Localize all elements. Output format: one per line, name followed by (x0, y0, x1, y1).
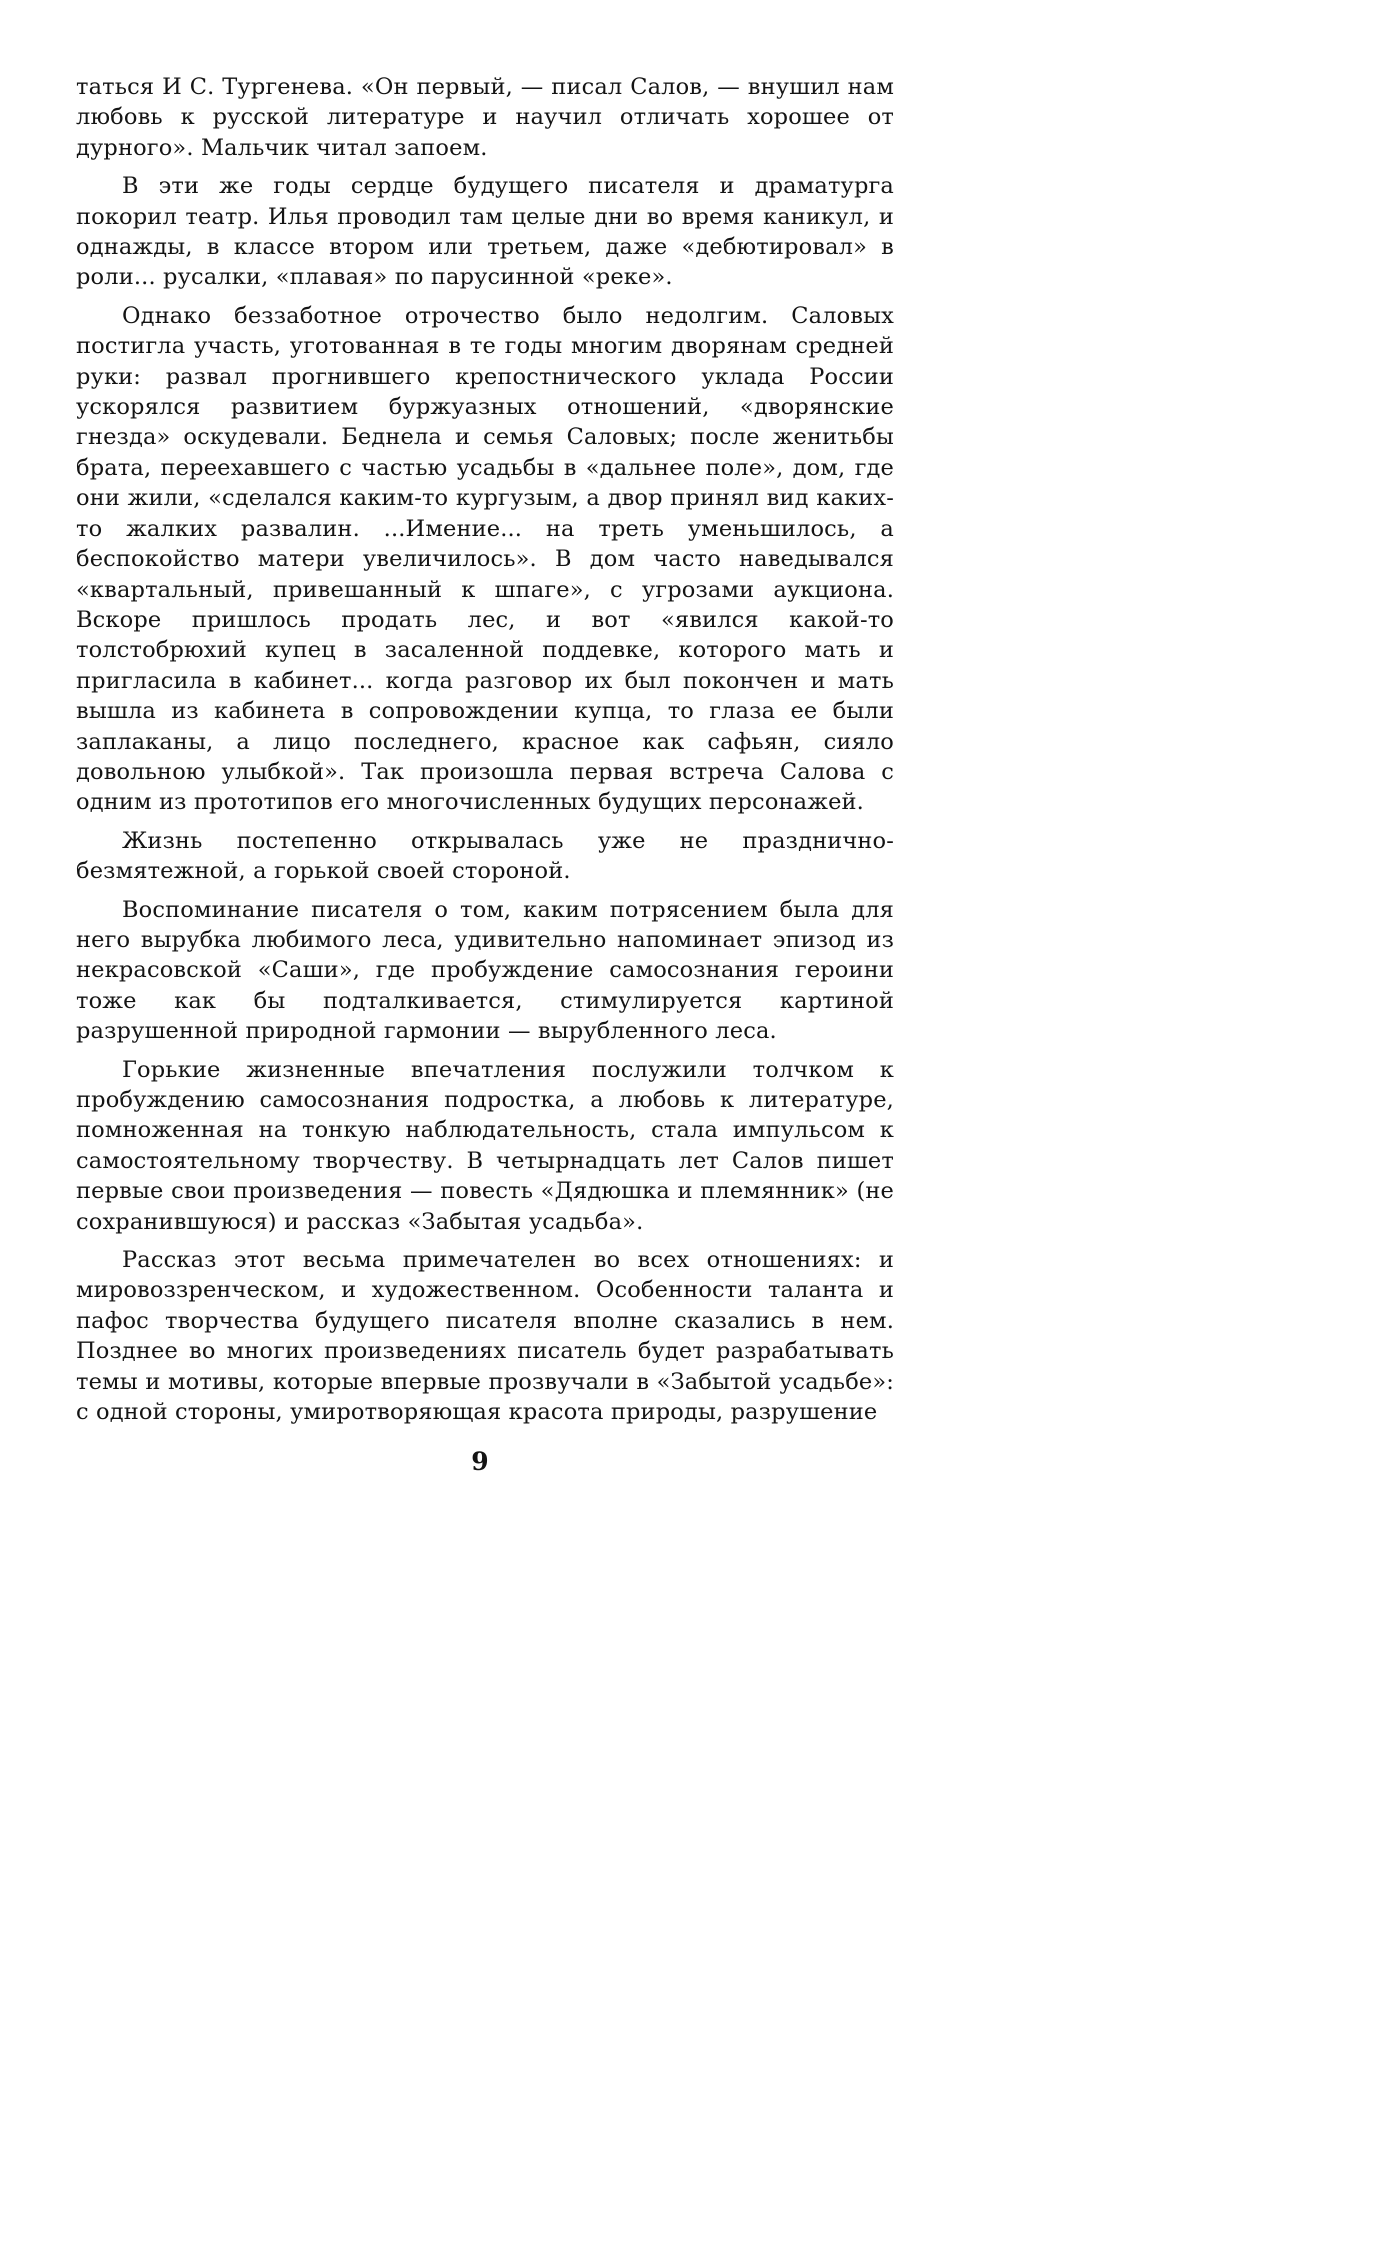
paragraph: Воспоминание писателя о том, каким потрясением была для него вырубка любимого леса, удивительно напоминает эпизод из некрасовской «Саши», где пробуждение самосознания героини тоже как бы подталкивается, стимулируется картиной разрушенной природной гармонии — вырубленного леса. (76, 896, 894, 1045)
paragraph: Жизнь постепенно открывалась уже не празднично-безмятежной, а горькой своей стороной. (76, 827, 894, 885)
paragraph: Однако беззаботное отрочество было недолгим. Саловых постигла участь, уготованная в те годы многим дворянам средней руки: развал прогнившего крепостнического уклада России ускорялся развитием буржуазных отношений, «дворянские гнезда» оскудевали. Беднела и семья Саловых; после женитьбы брата, переехавшего с частью усадьбы в «дальнее поле», дом, где они жили, «сделался каким-то кургузым, а двор принял вид каких-то жалких развалин. ...Имение... на треть уменьшилось, а беспокойство матери увеличилось». В дом часто наведывался «квартальный, привешанный к шпаге», с угрозами аукциона. Вскоре пришлось продать лес, и вот «явился какой-то толстобрюхий купец в засаленной поддевке, которого мать и пригласила в кабинет... когда разговор их был покончен и мать вышла из кабинета в сопровождении купца, то глаза ее были заплаканы, а лицо последнего, красное как сафьян, сияло довольною улыбкой». Так произошла первая встреча Салова с одним из прототипов его многочисленных будущих персонажей. (76, 302, 894, 816)
paragraph: В эти же годы сердце будущего писателя и драматурга покорил театр. Илья проводил там целые дни во время каникул, и однажды, в классе втором или третьем, даже «дебютировал» в роли... русалки, «плавая» по парусинной «реке». (76, 173, 894, 291)
paragraph: таться И С. Тургенева. «Он первый, — писал Салов, — внушил нам любовь к русской литературе и научил отличать хорошее от дурного». Мальчик читал запоем. (76, 74, 894, 161)
book-page (0, 0, 960, 1553)
paragraph: Рассказ этот весьма примечателен во всех отношениях: и мировоззренческом, и художественном. Особенности таланта и пафос творчества будущего писателя вполне сказались в нем. Позднее во многих произведениях писатель будет разрабатывать темы и мотивы, которые впервые прозвучали в «Забытой усадьбе»: с одной стороны, умиротворяющая красота природы, разрушение (76, 1247, 894, 1426)
body-text (76, 72, 894, 1427)
page-number: 9 (471, 1447, 489, 1476)
paragraph: Горькие жизненные впечатления послужили толчком к пробуждению самосознания подростка, а любовь к литературе, помноженная на тонкую наблюдательность, стала импульсом к самостоятельному творчеству. В четырнадцать лет Салов пишет первые свои произведения — повесть «Дядюшка и племянник» (не сохранившуюся) и рассказ «Забытая усадьба». (76, 1056, 894, 1235)
